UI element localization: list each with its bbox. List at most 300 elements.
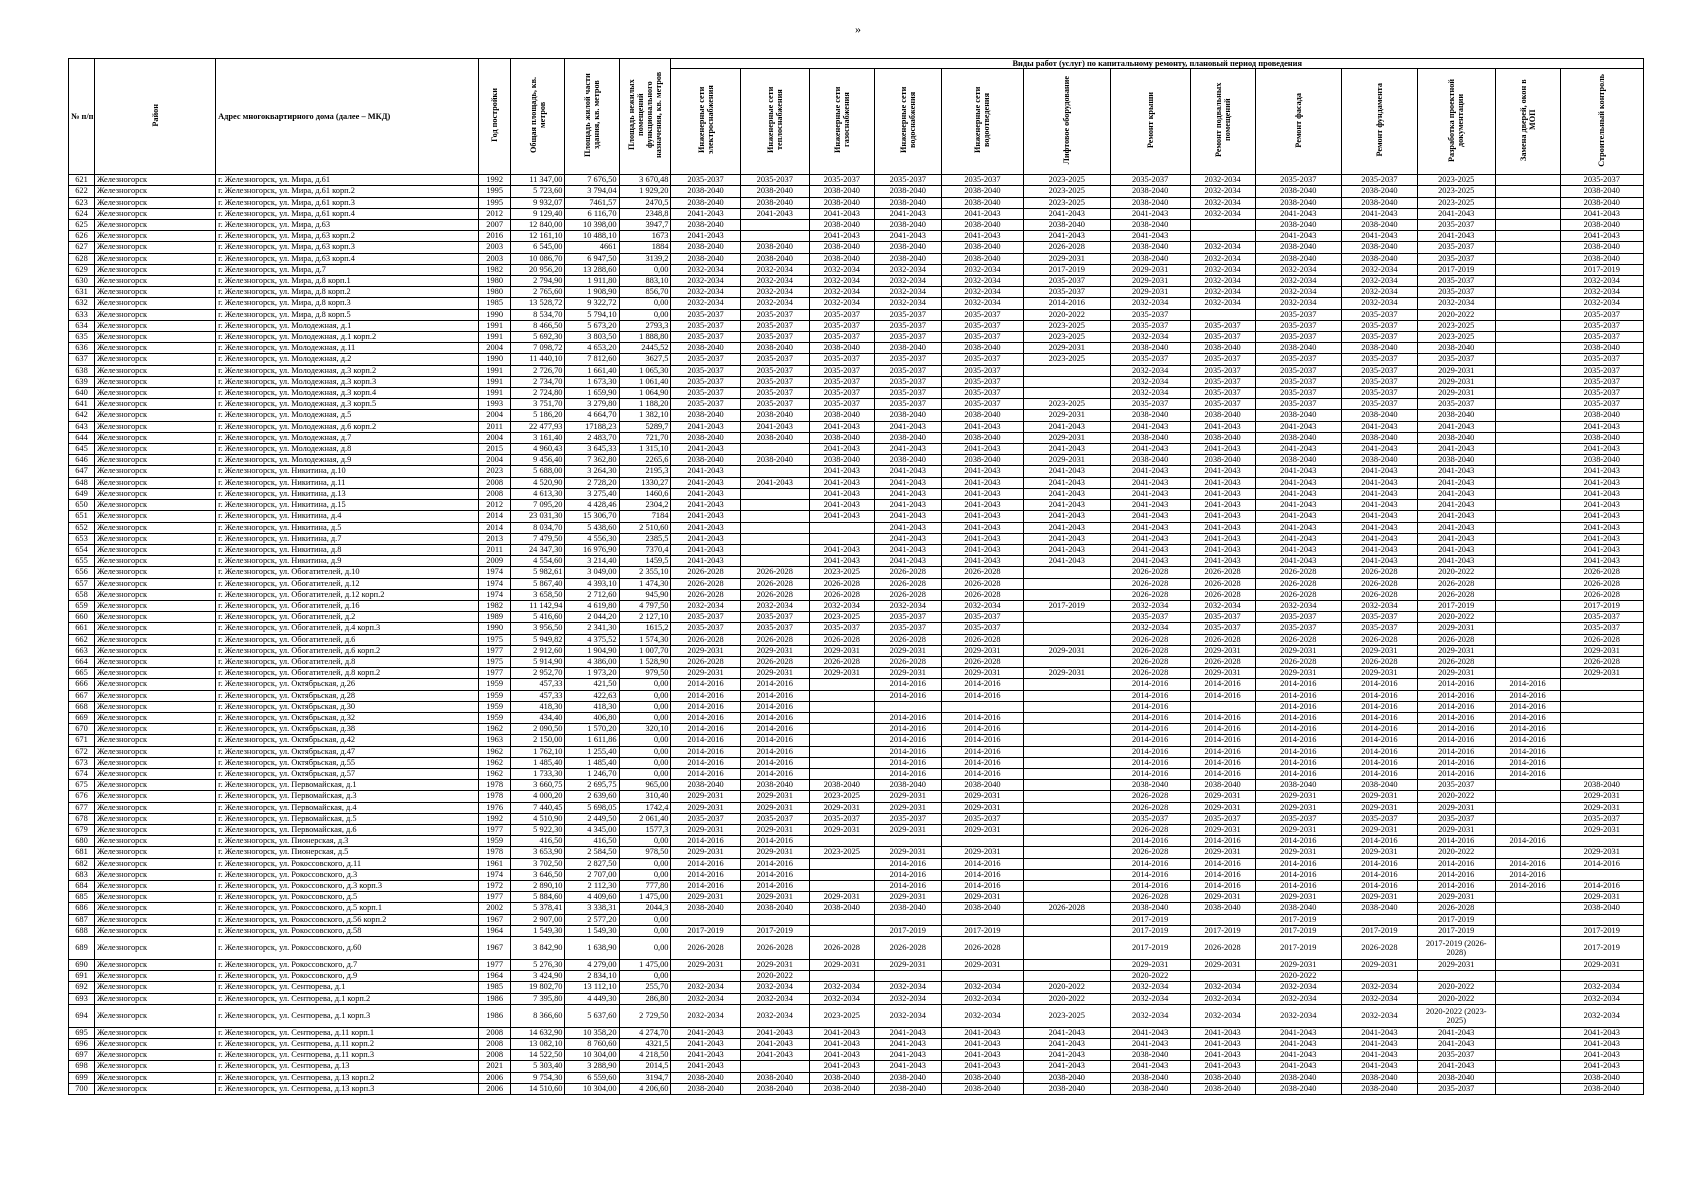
cell-total-area: 7 098,72: [511, 343, 565, 354]
cell-year: 2004: [478, 455, 510, 466]
cell-num: 638: [69, 365, 95, 376]
cell-work-3: [809, 533, 874, 544]
cell-work-3: 2035-2037: [809, 399, 874, 410]
cell-address: г. Железногорск, ул. Никитина, д.9: [216, 556, 479, 567]
cell-work-9: 2014-2016: [1255, 881, 1342, 892]
cell-work-5: 2038-2040: [941, 343, 1023, 354]
cell-living-area: 1 659,90: [565, 388, 619, 399]
cell-work-4: 2041-2043: [874, 511, 941, 522]
cell-work-3: [809, 768, 874, 779]
cell-work-1: 2041-2043: [671, 500, 740, 511]
cell-nonliving-area: 2044,3: [619, 903, 671, 914]
cell-address: г. Железногорск, ул. Мира, д.61 корп.3: [216, 197, 479, 208]
cell-work-6: [1024, 634, 1111, 645]
cell-work-7: 2032-2034: [1110, 332, 1190, 343]
cell-work-12: [1495, 993, 1560, 1004]
cell-work-12: 2014-2016: [1495, 679, 1560, 690]
cell-address: г. Железногорск, ул. Октябрьская, д.30: [216, 701, 479, 712]
cell-work-3: 2038-2040: [809, 410, 874, 421]
cell-work-13: 2029-2031: [1560, 668, 1643, 679]
cell-work-11: 2041-2043: [1417, 556, 1495, 567]
cell-district: Железногорск: [94, 589, 215, 600]
cell-work-7: 2041-2043: [1110, 556, 1190, 567]
cell-work-2: 2014-2016: [740, 757, 809, 768]
cell-work-8: 2041-2043: [1190, 556, 1255, 567]
cell-work-12: [1495, 1061, 1560, 1072]
table-row: [69, 881, 1644, 892]
cell-district: Железногорск: [94, 298, 215, 309]
cell-living-area: 3 264,30: [565, 466, 619, 477]
cell-work-4: 2032-2034: [874, 1004, 941, 1027]
cell-total-area: 3 660,75: [511, 780, 565, 791]
cell-work-10: 2017-2019: [1342, 925, 1418, 936]
table-row: [69, 813, 1644, 824]
cell-work-6: [1024, 623, 1111, 634]
cell-nonliving-area: 2 355,10: [619, 567, 671, 578]
cell-district: Железногорск: [94, 960, 215, 971]
cell-total-area: 1 485,40: [511, 757, 565, 768]
cell-district: Железногорск: [94, 264, 215, 275]
cell-work-12: [1495, 276, 1560, 287]
cell-nonliving-area: 1884: [619, 242, 671, 253]
cell-year: 1990: [478, 354, 510, 365]
cell-living-area: 17188,23: [565, 421, 619, 432]
cell-work-4: 2041-2043: [874, 1061, 941, 1072]
cell-district: Железногорск: [94, 813, 215, 824]
cell-work-13: 2029-2031: [1560, 824, 1643, 835]
cell-total-area: 11 440,10: [511, 354, 565, 365]
table-row: [69, 690, 1644, 701]
cell-work-11: 2041-2043: [1417, 208, 1495, 219]
cell-work-3: 2029-2031: [809, 960, 874, 971]
cell-work-8: 2029-2031: [1190, 847, 1255, 858]
cell-work-2: 2014-2016: [740, 724, 809, 735]
cell-work-5: 2038-2040: [941, 410, 1023, 421]
cell-work-2: 2014-2016: [740, 881, 809, 892]
cell-num: 648: [69, 477, 95, 488]
cell-work-1: 2035-2037: [671, 612, 740, 623]
cell-work-7: 2014-2016: [1110, 690, 1190, 701]
cell-district: Железногорск: [94, 937, 215, 960]
cell-total-area: 2 890,10: [511, 881, 565, 892]
cell-total-area: 4 520,90: [511, 477, 565, 488]
cell-living-area: 1 246,70: [565, 768, 619, 779]
cell-work-6: 2029-2031: [1024, 343, 1111, 354]
cell-district: Железногорск: [94, 724, 215, 735]
cell-work-13: 2041-2043: [1560, 1061, 1643, 1072]
cell-living-area: 4 345,00: [565, 824, 619, 835]
cell-work-10: 2014-2016: [1342, 858, 1418, 869]
cell-work-12: [1495, 208, 1560, 219]
cell-work-7: 2038-2040: [1110, 410, 1190, 421]
cell-work-3: 2032-2034: [809, 982, 874, 993]
cell-work-12: [1495, 444, 1560, 455]
cell-work-2: 2029-2031: [740, 645, 809, 656]
cell-work-9: 2041-2043: [1255, 466, 1342, 477]
cell-num: 665: [69, 668, 95, 679]
cell-work-2: 2041-2043: [740, 208, 809, 219]
cell-num: 698: [69, 1061, 95, 1072]
cell-work-7: 2026-2028: [1110, 824, 1190, 835]
cell-work-10: 2032-2034: [1342, 600, 1418, 611]
cell-work-1: 2041-2043: [671, 1039, 740, 1050]
cell-work-8: 2038-2040: [1190, 780, 1255, 791]
cell-work-7: 2038-2040: [1110, 1072, 1190, 1083]
cell-work-1: 2038-2040: [671, 186, 740, 197]
cell-work-4: 2014-2016: [874, 858, 941, 869]
cell-work-11: 2023-2025: [1417, 332, 1495, 343]
cell-work-11: 2035-2037: [1417, 399, 1495, 410]
cell-total-area: 5 922,30: [511, 824, 565, 835]
cell-district: Железногорск: [94, 354, 215, 365]
cell-work-10: 2029-2031: [1342, 824, 1418, 835]
cell-district: Железногорск: [94, 869, 215, 880]
cell-work-9: 2032-2034: [1255, 287, 1342, 298]
cell-work-10: 2026-2028: [1342, 578, 1418, 589]
cell-work-5: 2035-2037: [941, 332, 1023, 343]
cell-work-1: 2026-2028: [671, 567, 740, 578]
cell-total-area: 7 095,20: [511, 500, 565, 511]
cell-year: 2012: [478, 500, 510, 511]
cell-work-11: [1417, 971, 1495, 982]
cell-work-3: [809, 724, 874, 735]
cell-living-area: 1 255,40: [565, 746, 619, 757]
table-row: [69, 533, 1644, 544]
cell-year: 2011: [478, 544, 510, 555]
cell-living-area: 3 275,40: [565, 488, 619, 499]
cell-work-5: 2038-2040: [941, 780, 1023, 791]
cell-work-10: 2035-2037: [1342, 612, 1418, 623]
cell-work-5: [941, 914, 1023, 925]
cell-work-7: 2014-2016: [1110, 724, 1190, 735]
cell-num: 639: [69, 376, 95, 387]
cell-work-12: [1495, 567, 1560, 578]
cell-address: г. Железногорск, ул. Мира, д.8 корп.1: [216, 276, 479, 287]
cell-work-12: [1495, 892, 1560, 903]
cell-work-1: 2026-2028: [671, 656, 740, 667]
cell-work-13: 2041-2043: [1560, 556, 1643, 567]
cell-work-11: 2029-2031: [1417, 802, 1495, 813]
cell-work-1: 2038-2040: [671, 253, 740, 264]
cell-work-1: 2029-2031: [671, 960, 740, 971]
cell-work-9: 2041-2043: [1255, 522, 1342, 533]
cell-num: 673: [69, 757, 95, 768]
table-row: [69, 960, 1644, 971]
cell-work-1: 2035-2037: [671, 623, 740, 634]
cell-living-area: 10 488,10: [565, 231, 619, 242]
cell-work-7: 2041-2043: [1110, 231, 1190, 242]
cell-work-4: 2029-2031: [874, 645, 941, 656]
cell-work-8: [1190, 220, 1255, 231]
cell-living-area: 7 362,80: [565, 455, 619, 466]
cell-work-4: 2026-2028: [874, 589, 941, 600]
cell-address: г. Железногорск, ул. Первомайская, д.4: [216, 802, 479, 813]
cell-work-8: 2041-2043: [1190, 466, 1255, 477]
cell-work-5: 2038-2040: [941, 253, 1023, 264]
cell-num: 680: [69, 836, 95, 847]
cell-living-area: 2 341,30: [565, 623, 619, 634]
cell-district: Железногорск: [94, 982, 215, 993]
cell-work-6: [1024, 701, 1111, 712]
cell-work-11: 2041-2043: [1417, 1039, 1495, 1050]
cell-work-1: 2014-2016: [671, 881, 740, 892]
cell-work-7: 2026-2028: [1110, 802, 1190, 813]
cell-work-5: 2014-2016: [941, 881, 1023, 892]
cell-work-3: 2041-2043: [809, 488, 874, 499]
cell-work-4: 2032-2034: [874, 982, 941, 993]
cell-living-area: 4 375,52: [565, 634, 619, 645]
capital-repair-table: [68, 58, 1644, 1095]
cell-total-area: 2 907,00: [511, 914, 565, 925]
cell-address: г. Железногорск, ул. Сентюрева, д.1 корп.2: [216, 993, 479, 1004]
cell-work-8: 2041-2043: [1190, 1050, 1255, 1061]
table-row: [69, 578, 1644, 589]
cell-work-4: 2035-2037: [874, 612, 941, 623]
cell-work-4: [874, 701, 941, 712]
cell-work-6: 2026-2028: [1024, 903, 1111, 914]
cell-district: Железногорск: [94, 276, 215, 287]
cell-work-11: 2017-2019: [1417, 264, 1495, 275]
cell-num: 692: [69, 982, 95, 993]
cell-work-12: [1495, 488, 1560, 499]
cell-work-6: 2041-2043: [1024, 466, 1111, 477]
cell-living-area: 8 760,60: [565, 1039, 619, 1050]
cell-work-12: [1495, 600, 1560, 611]
cell-district: Железногорск: [94, 309, 215, 320]
cell-work-6: 2041-2043: [1024, 488, 1111, 499]
cell-num: 695: [69, 1027, 95, 1038]
cell-work-10: 2014-2016: [1342, 679, 1418, 690]
cell-total-area: 6 545,00: [511, 242, 565, 253]
cell-work-6: 2041-2043: [1024, 544, 1111, 555]
cell-living-area: 1 673,30: [565, 376, 619, 387]
cell-work-9: 2038-2040: [1255, 197, 1342, 208]
cell-work-4: 2029-2031: [874, 791, 941, 802]
cell-year: 2004: [478, 343, 510, 354]
cell-work-11: 2041-2043: [1417, 231, 1495, 242]
cell-work-3: 2038-2040: [809, 253, 874, 264]
cell-living-area: 5 637,60: [565, 1004, 619, 1027]
cell-work-3: 2041-2043: [809, 511, 874, 522]
cell-work-1: 2014-2016: [671, 735, 740, 746]
cell-num: 672: [69, 746, 95, 757]
cell-work-4: 2041-2043: [874, 556, 941, 567]
cell-work-8: 2041-2043: [1190, 477, 1255, 488]
cell-living-area: 10 304,00: [565, 1083, 619, 1094]
cell-nonliving-area: 1 528,90: [619, 656, 671, 667]
cell-work-1: 2014-2016: [671, 746, 740, 757]
table-row: [69, 914, 1644, 925]
cell-work-7: 2038-2040: [1110, 780, 1190, 791]
cell-work-11: 2038-2040: [1417, 343, 1495, 354]
cell-work-4: 2041-2043: [874, 522, 941, 533]
cell-work-10: 2041-2043: [1342, 544, 1418, 555]
cell-work-5: 2032-2034: [941, 298, 1023, 309]
cell-work-5: 2035-2037: [941, 365, 1023, 376]
cell-work-5: 2038-2040: [941, 197, 1023, 208]
cell-living-area: 4 428,46: [565, 500, 619, 511]
cell-work-13: 2029-2031: [1560, 892, 1643, 903]
cell-work-1: 2035-2037: [671, 813, 740, 824]
cell-total-area: 1 549,30: [511, 925, 565, 936]
cell-living-area: 5 673,20: [565, 320, 619, 331]
cell-work-4: 2029-2031: [874, 802, 941, 813]
table-row: [69, 1039, 1644, 1050]
cell-work-7: 2038-2040: [1110, 903, 1190, 914]
cell-district: Железногорск: [94, 1072, 215, 1083]
cell-total-area: 5 378,41: [511, 903, 565, 914]
cell-address: г. Железногорск, ул. Октябрьская, д.32: [216, 712, 479, 723]
cell-year: 2012: [478, 208, 510, 219]
cell-num: 697: [69, 1050, 95, 1061]
cell-work-12: 2014-2016: [1495, 869, 1560, 880]
table-row: [69, 242, 1644, 253]
cell-nonliving-area: 4 206,60: [619, 1083, 671, 1094]
cell-work-12: [1495, 544, 1560, 555]
cell-work-12: [1495, 421, 1560, 432]
cell-work-1: 2032-2034: [671, 1004, 740, 1027]
cell-total-area: 5 688,00: [511, 466, 565, 477]
cell-address: г. Железногорск, ул. Мира, д.63 корп.2: [216, 231, 479, 242]
cell-work-12: [1495, 320, 1560, 331]
cell-work-13: 2035-2037: [1560, 376, 1643, 387]
cell-total-area: 13 082,10: [511, 1039, 565, 1050]
cell-work-1: 2038-2040: [671, 220, 740, 231]
cell-work-10: 2038-2040: [1342, 455, 1418, 466]
cell-total-area: 2 765,60: [511, 287, 565, 298]
table-row: [69, 679, 1644, 690]
cell-work-4: 2041-2043: [874, 488, 941, 499]
cell-nonliving-area: 1673: [619, 231, 671, 242]
cell-work-1: 2032-2034: [671, 276, 740, 287]
cell-work-2: 2038-2040: [740, 1072, 809, 1083]
cell-living-area: 422,63: [565, 690, 619, 701]
cell-work-12: 2014-2016: [1495, 836, 1560, 847]
table-row: [69, 511, 1644, 522]
cell-work-10: 2014-2016: [1342, 690, 1418, 701]
cell-work-4: 2014-2016: [874, 712, 941, 723]
cell-work-10: 2014-2016: [1342, 746, 1418, 757]
cell-work-13: 2032-2034: [1560, 982, 1643, 993]
cell-year: 1962: [478, 724, 510, 735]
cell-num: 630: [69, 276, 95, 287]
cell-work-12: 2014-2016: [1495, 757, 1560, 768]
cell-work-10: 2038-2040: [1342, 242, 1418, 253]
cell-nonliving-area: 883,10: [619, 276, 671, 287]
cell-work-11: 2035-2037: [1417, 220, 1495, 231]
cell-district: Железногорск: [94, 421, 215, 432]
cell-work-11: 2035-2037: [1417, 1083, 1495, 1094]
cell-year: 1962: [478, 768, 510, 779]
cell-nonliving-area: 978,50: [619, 847, 671, 858]
cell-nonliving-area: 2195,3: [619, 466, 671, 477]
cell-work-9: 2038-2040: [1255, 220, 1342, 231]
cell-district: Железногорск: [94, 802, 215, 813]
cell-work-6: 2035-2037: [1024, 287, 1111, 298]
cell-work-12: [1495, 656, 1560, 667]
cell-work-8: [1190, 231, 1255, 242]
cell-work-3: 2026-2028: [809, 578, 874, 589]
cell-work-7: 2041-2043: [1110, 208, 1190, 219]
cell-work-5: 2029-2031: [941, 645, 1023, 656]
cell-work-8: 2014-2016: [1190, 881, 1255, 892]
cell-work-5: 2032-2034: [941, 276, 1023, 287]
cell-address: г. Железногорск, ул. Рокоссовского, д.7: [216, 960, 479, 971]
cell-work-7: 2038-2040: [1110, 343, 1190, 354]
cell-work-6: [1024, 836, 1111, 847]
cell-work-6: 2029-2031: [1024, 455, 1111, 466]
cell-work-4: 2029-2031: [874, 824, 941, 835]
cell-work-9: 2038-2040: [1255, 432, 1342, 443]
cell-work-6: 2041-2043: [1024, 444, 1111, 455]
cell-address: г. Железногорск, ул. Октябрьская, д.26: [216, 679, 479, 690]
cell-work-3: 2035-2037: [809, 332, 874, 343]
cell-work-2: 2038-2040: [740, 455, 809, 466]
cell-nonliving-area: 3194,7: [619, 1072, 671, 1083]
cell-nonliving-area: 0,00: [619, 309, 671, 320]
cell-year: 1959: [478, 701, 510, 712]
cell-total-area: 8 366,60: [511, 1004, 565, 1027]
cell-work-8: 2041-2043: [1190, 1027, 1255, 1038]
table-row: [69, 354, 1644, 365]
cell-work-4: 2014-2016: [874, 881, 941, 892]
cell-num: 677: [69, 802, 95, 813]
cell-work-4: 2041-2043: [874, 1050, 941, 1061]
cell-work-12: [1495, 253, 1560, 264]
cell-living-area: 1 661,40: [565, 365, 619, 376]
cell-total-area: 2 724,80: [511, 388, 565, 399]
cell-work-3: 2038-2040: [809, 186, 874, 197]
cell-work-3: 2023-2025: [809, 1004, 874, 1027]
cell-work-1: 2032-2034: [671, 287, 740, 298]
cell-work-4: 2026-2028: [874, 634, 941, 645]
cell-work-5: 2041-2043: [941, 466, 1023, 477]
cell-work-10: 2032-2034: [1342, 298, 1418, 309]
cell-work-3: [809, 971, 874, 982]
cell-work-2: 2038-2040: [740, 410, 809, 421]
cell-work-11: 2041-2043: [1417, 444, 1495, 455]
cell-num: 629: [69, 264, 95, 275]
cell-living-area: 418,30: [565, 701, 619, 712]
cell-work-12: [1495, 343, 1560, 354]
cell-num: 664: [69, 656, 95, 667]
cell-work-6: [1024, 813, 1111, 824]
cell-work-3: 2041-2043: [809, 231, 874, 242]
cell-year: 2008: [478, 1039, 510, 1050]
cell-district: Железногорск: [94, 903, 215, 914]
cell-work-12: [1495, 1083, 1560, 1094]
cell-work-10: 2029-2031: [1342, 791, 1418, 802]
cell-address: г. Железногорск, ул. Мира, д.63 корп.3: [216, 242, 479, 253]
cell-work-7: 2035-2037: [1110, 175, 1190, 186]
cell-work-8: 2038-2040: [1190, 343, 1255, 354]
cell-work-1: 2041-2043: [671, 466, 740, 477]
cell-work-11: 2014-2016: [1417, 869, 1495, 880]
cell-work-9: 2035-2037: [1255, 354, 1342, 365]
cell-work-10: 2032-2034: [1342, 276, 1418, 287]
cell-year: 2004: [478, 432, 510, 443]
cell-work-12: [1495, 264, 1560, 275]
cell-work-11: 2041-2043: [1417, 533, 1495, 544]
cell-work-2: [740, 488, 809, 499]
cell-district: Железногорск: [94, 320, 215, 331]
cell-work-13: 2017-2019: [1560, 925, 1643, 936]
cell-work-8: 2035-2037: [1190, 399, 1255, 410]
cell-work-5: [941, 836, 1023, 847]
cell-district: Железногорск: [94, 186, 215, 197]
cell-work-9: 2017-2019: [1255, 914, 1342, 925]
cell-work-10: 2014-2016: [1342, 869, 1418, 880]
